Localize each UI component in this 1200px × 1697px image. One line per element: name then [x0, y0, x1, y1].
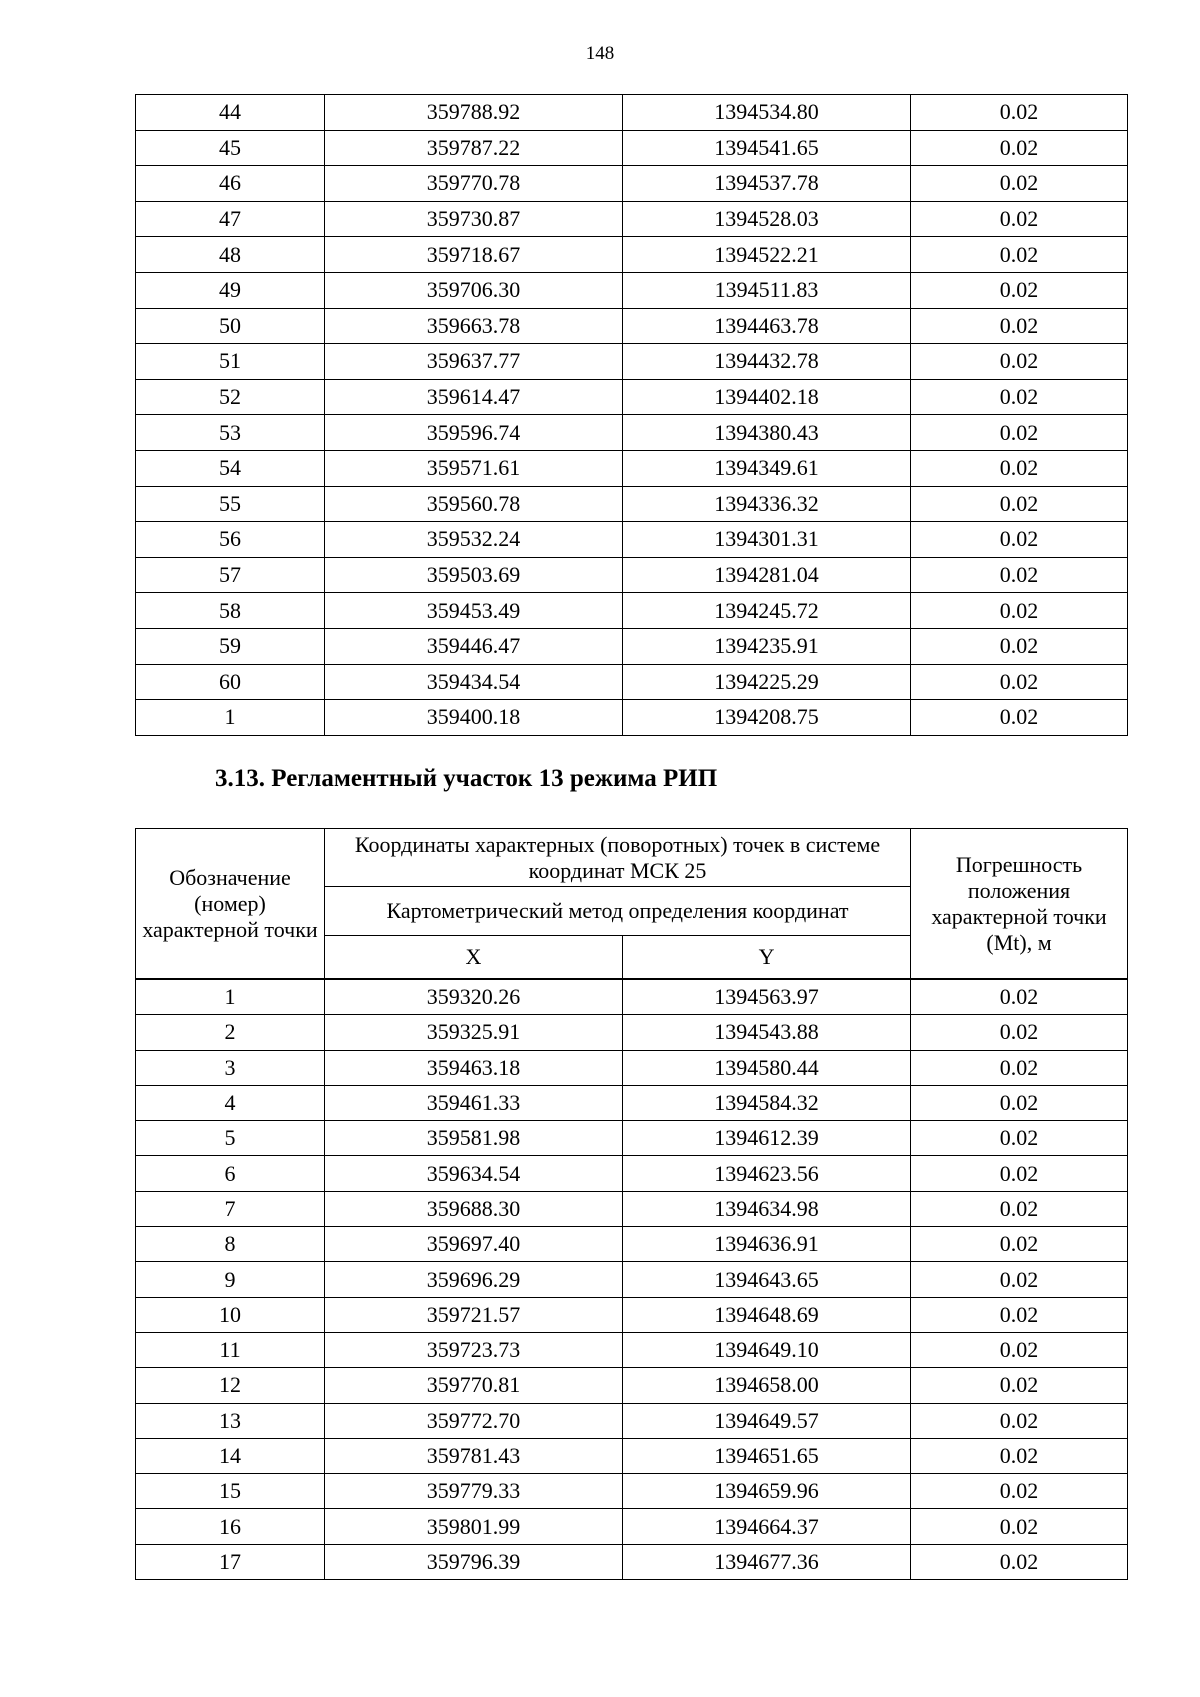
cell-y: 1394664.37	[623, 1509, 911, 1544]
cell-point-number: 6	[136, 1156, 325, 1191]
cell-x: 359779.33	[325, 1474, 623, 1509]
cell-error: 0.02	[911, 522, 1128, 558]
table-row	[136, 1368, 1128, 1403]
cell-y: 1394432.78	[623, 344, 911, 380]
cell-error: 0.02	[911, 415, 1128, 451]
table-row	[136, 1474, 1128, 1509]
table-body	[136, 95, 1128, 736]
cell-point-number: 1	[136, 979, 325, 1015]
cell-y: 1394522.21	[623, 237, 911, 273]
cell-point-number: 47	[136, 201, 325, 237]
cell-x: 359787.22	[325, 130, 623, 166]
cell-error: 0.02	[911, 1015, 1128, 1050]
table-row	[136, 1262, 1128, 1297]
cell-error: 0.02	[911, 1403, 1128, 1438]
page-number: 148	[585, 43, 615, 64]
table-header	[136, 829, 1128, 980]
cell-error: 0.02	[911, 628, 1128, 664]
cell-point-number: 4	[136, 1085, 325, 1120]
header-error: Погрешность положения характерной точки (Mt), м	[911, 829, 1128, 980]
cell-point-number: 2	[136, 1015, 325, 1050]
cell-y: 1394580.44	[623, 1050, 911, 1085]
cell-error: 0.02	[911, 593, 1128, 629]
coordinates-table-continued	[135, 94, 1128, 736]
cell-error: 0.02	[911, 1297, 1128, 1332]
cell-point-number: 57	[136, 557, 325, 593]
table-row	[136, 1297, 1128, 1332]
cell-point-number: 48	[136, 237, 325, 273]
table-row	[136, 166, 1128, 202]
cell-y: 1394511.83	[623, 272, 911, 308]
header-designation: Обозначение (номер) характерной точки	[136, 829, 325, 980]
cell-error: 0.02	[911, 1050, 1128, 1085]
table-row	[136, 522, 1128, 558]
cell-x: 359697.40	[325, 1227, 623, 1262]
cell-y: 1394208.75	[623, 700, 911, 736]
cell-x: 359503.69	[325, 557, 623, 593]
cell-x: 359581.98	[325, 1121, 623, 1156]
table-row	[136, 1085, 1128, 1120]
cell-point-number: 50	[136, 308, 325, 344]
cell-point-number: 15	[136, 1474, 325, 1509]
cell-y: 1394677.36	[623, 1544, 911, 1579]
cell-x: 359634.54	[325, 1156, 623, 1191]
cell-error: 0.02	[911, 1262, 1128, 1297]
cell-point-number: 7	[136, 1191, 325, 1226]
cell-y: 1394528.03	[623, 201, 911, 237]
cell-x: 359770.78	[325, 166, 623, 202]
table-row	[136, 450, 1128, 486]
cell-point-number: 17	[136, 1544, 325, 1579]
cell-y: 1394659.96	[623, 1474, 911, 1509]
cell-x: 359723.73	[325, 1332, 623, 1367]
table-row	[136, 130, 1128, 166]
coordinates-table-section-13	[135, 828, 1128, 1580]
cell-point-number: 51	[136, 344, 325, 380]
table-row	[136, 628, 1128, 664]
cell-x: 359688.30	[325, 1191, 623, 1226]
table-row	[136, 1227, 1128, 1262]
cell-error: 0.02	[911, 1368, 1128, 1403]
cell-y: 1394623.56	[623, 1156, 911, 1191]
cell-x: 359718.67	[325, 237, 623, 273]
cell-x: 359663.78	[325, 308, 623, 344]
cell-point-number: 56	[136, 522, 325, 558]
cell-y: 1394281.04	[623, 557, 911, 593]
cell-error: 0.02	[911, 237, 1128, 273]
cell-x: 359788.92	[325, 95, 623, 131]
cell-x: 359801.99	[325, 1509, 623, 1544]
cell-x: 359721.57	[325, 1297, 623, 1332]
table-row	[136, 344, 1128, 380]
cell-y: 1394225.29	[623, 664, 911, 700]
cell-error: 0.02	[911, 1438, 1128, 1473]
cell-x: 359434.54	[325, 664, 623, 700]
table-row	[136, 95, 1128, 131]
cell-point-number: 49	[136, 272, 325, 308]
cell-error: 0.02	[911, 700, 1128, 736]
cell-x: 359453.49	[325, 593, 623, 629]
cell-y: 1394649.10	[623, 1332, 911, 1367]
table-row	[136, 1438, 1128, 1473]
table-row	[136, 1156, 1128, 1191]
cell-error: 0.02	[911, 1544, 1128, 1579]
cell-x: 359781.43	[325, 1438, 623, 1473]
cell-y: 1394349.61	[623, 450, 911, 486]
cell-error: 0.02	[911, 1121, 1128, 1156]
cell-y: 1394534.80	[623, 95, 911, 131]
cell-y: 1394245.72	[623, 593, 911, 629]
cell-x: 359461.33	[325, 1085, 623, 1120]
cell-point-number: 3	[136, 1050, 325, 1085]
table-row	[136, 593, 1128, 629]
cell-error: 0.02	[911, 664, 1128, 700]
cell-point-number: 60	[136, 664, 325, 700]
cell-x: 359400.18	[325, 700, 623, 736]
header-coordinates: Координаты характерных (поворотных) точек в системе координат МСК 25	[325, 829, 911, 887]
cell-y: 1394649.57	[623, 1403, 911, 1438]
cell-x: 359463.18	[325, 1050, 623, 1085]
table-row	[136, 1121, 1128, 1156]
cell-point-number: 13	[136, 1403, 325, 1438]
cell-error: 0.02	[911, 308, 1128, 344]
cell-y: 1394543.88	[623, 1015, 911, 1050]
header-method: Картометрический метод определения координат	[325, 887, 911, 936]
cell-point-number: 10	[136, 1297, 325, 1332]
table-row	[136, 1509, 1128, 1544]
cell-point-number: 8	[136, 1227, 325, 1262]
cell-point-number: 52	[136, 379, 325, 415]
cell-error: 0.02	[911, 130, 1128, 166]
cell-y: 1394402.18	[623, 379, 911, 415]
cell-error: 0.02	[911, 450, 1128, 486]
table-row	[136, 1191, 1128, 1226]
cell-y: 1394658.00	[623, 1368, 911, 1403]
table-row	[136, 415, 1128, 451]
table-body	[136, 979, 1128, 1580]
cell-y: 1394563.97	[623, 979, 911, 1015]
cell-error: 0.02	[911, 1191, 1128, 1226]
table-row	[136, 237, 1128, 273]
header-y: Y	[623, 936, 911, 980]
table-row	[136, 201, 1128, 237]
cell-error: 0.02	[911, 557, 1128, 593]
cell-y: 1394636.91	[623, 1227, 911, 1262]
cell-error: 0.02	[911, 1156, 1128, 1191]
table-row	[136, 379, 1128, 415]
cell-error: 0.02	[911, 1332, 1128, 1367]
cell-point-number: 12	[136, 1368, 325, 1403]
cell-point-number: 1	[136, 700, 325, 736]
table-row	[136, 486, 1128, 522]
cell-x: 359770.81	[325, 1368, 623, 1403]
cell-y: 1394648.69	[623, 1297, 911, 1332]
cell-x: 359325.91	[325, 1015, 623, 1050]
cell-point-number: 45	[136, 130, 325, 166]
cell-error: 0.02	[911, 379, 1128, 415]
cell-error: 0.02	[911, 201, 1128, 237]
table-row	[136, 1544, 1128, 1579]
cell-y: 1394336.32	[623, 486, 911, 522]
cell-y: 1394541.65	[623, 130, 911, 166]
cell-x: 359596.74	[325, 415, 623, 451]
cell-error: 0.02	[911, 486, 1128, 522]
cell-y: 1394651.65	[623, 1438, 911, 1473]
cell-point-number: 16	[136, 1509, 325, 1544]
cell-x: 359796.39	[325, 1544, 623, 1579]
table-row	[136, 700, 1128, 736]
cell-y: 1394235.91	[623, 628, 911, 664]
cell-y: 1394301.31	[623, 522, 911, 558]
cell-x: 359696.29	[325, 1262, 623, 1297]
cell-x: 359560.78	[325, 486, 623, 522]
cell-x: 359730.87	[325, 201, 623, 237]
cell-point-number: 11	[136, 1332, 325, 1367]
table-row	[136, 272, 1128, 308]
cell-error: 0.02	[911, 95, 1128, 131]
cell-point-number: 14	[136, 1438, 325, 1473]
cell-error: 0.02	[911, 1085, 1128, 1120]
cell-error: 0.02	[911, 979, 1128, 1015]
cell-error: 0.02	[911, 1474, 1128, 1509]
cell-y: 1394380.43	[623, 415, 911, 451]
table-row	[136, 1403, 1128, 1438]
cell-point-number: 55	[136, 486, 325, 522]
cell-point-number: 46	[136, 166, 325, 202]
section-title: 3.13. Регламентный участок 13 режима РИП	[215, 765, 718, 792]
cell-point-number: 5	[136, 1121, 325, 1156]
cell-point-number: 53	[136, 415, 325, 451]
table-row	[136, 557, 1128, 593]
cell-x: 359614.47	[325, 379, 623, 415]
cell-y: 1394584.32	[623, 1085, 911, 1120]
cell-x: 359706.30	[325, 272, 623, 308]
cell-error: 0.02	[911, 344, 1128, 380]
cell-x: 359637.77	[325, 344, 623, 380]
cell-y: 1394643.65	[623, 1262, 911, 1297]
table-row	[136, 979, 1128, 1015]
cell-error: 0.02	[911, 272, 1128, 308]
cell-error: 0.02	[911, 1227, 1128, 1262]
cell-x: 359446.47	[325, 628, 623, 664]
cell-point-number: 58	[136, 593, 325, 629]
table-row	[136, 1015, 1128, 1050]
cell-y: 1394612.39	[623, 1121, 911, 1156]
cell-point-number: 54	[136, 450, 325, 486]
cell-x: 359772.70	[325, 1403, 623, 1438]
cell-y: 1394634.98	[623, 1191, 911, 1226]
cell-y: 1394463.78	[623, 308, 911, 344]
table-row	[136, 308, 1128, 344]
cell-point-number: 59	[136, 628, 325, 664]
cell-y: 1394537.78	[623, 166, 911, 202]
table-row	[136, 1050, 1128, 1085]
cell-x: 359532.24	[325, 522, 623, 558]
cell-x: 359571.61	[325, 450, 623, 486]
header-x: X	[325, 936, 623, 980]
cell-error: 0.02	[911, 166, 1128, 202]
cell-error: 0.02	[911, 1509, 1128, 1544]
cell-x: 359320.26	[325, 979, 623, 1015]
table-row	[136, 1332, 1128, 1367]
cell-point-number: 44	[136, 95, 325, 131]
cell-point-number: 9	[136, 1262, 325, 1297]
table-row	[136, 664, 1128, 700]
